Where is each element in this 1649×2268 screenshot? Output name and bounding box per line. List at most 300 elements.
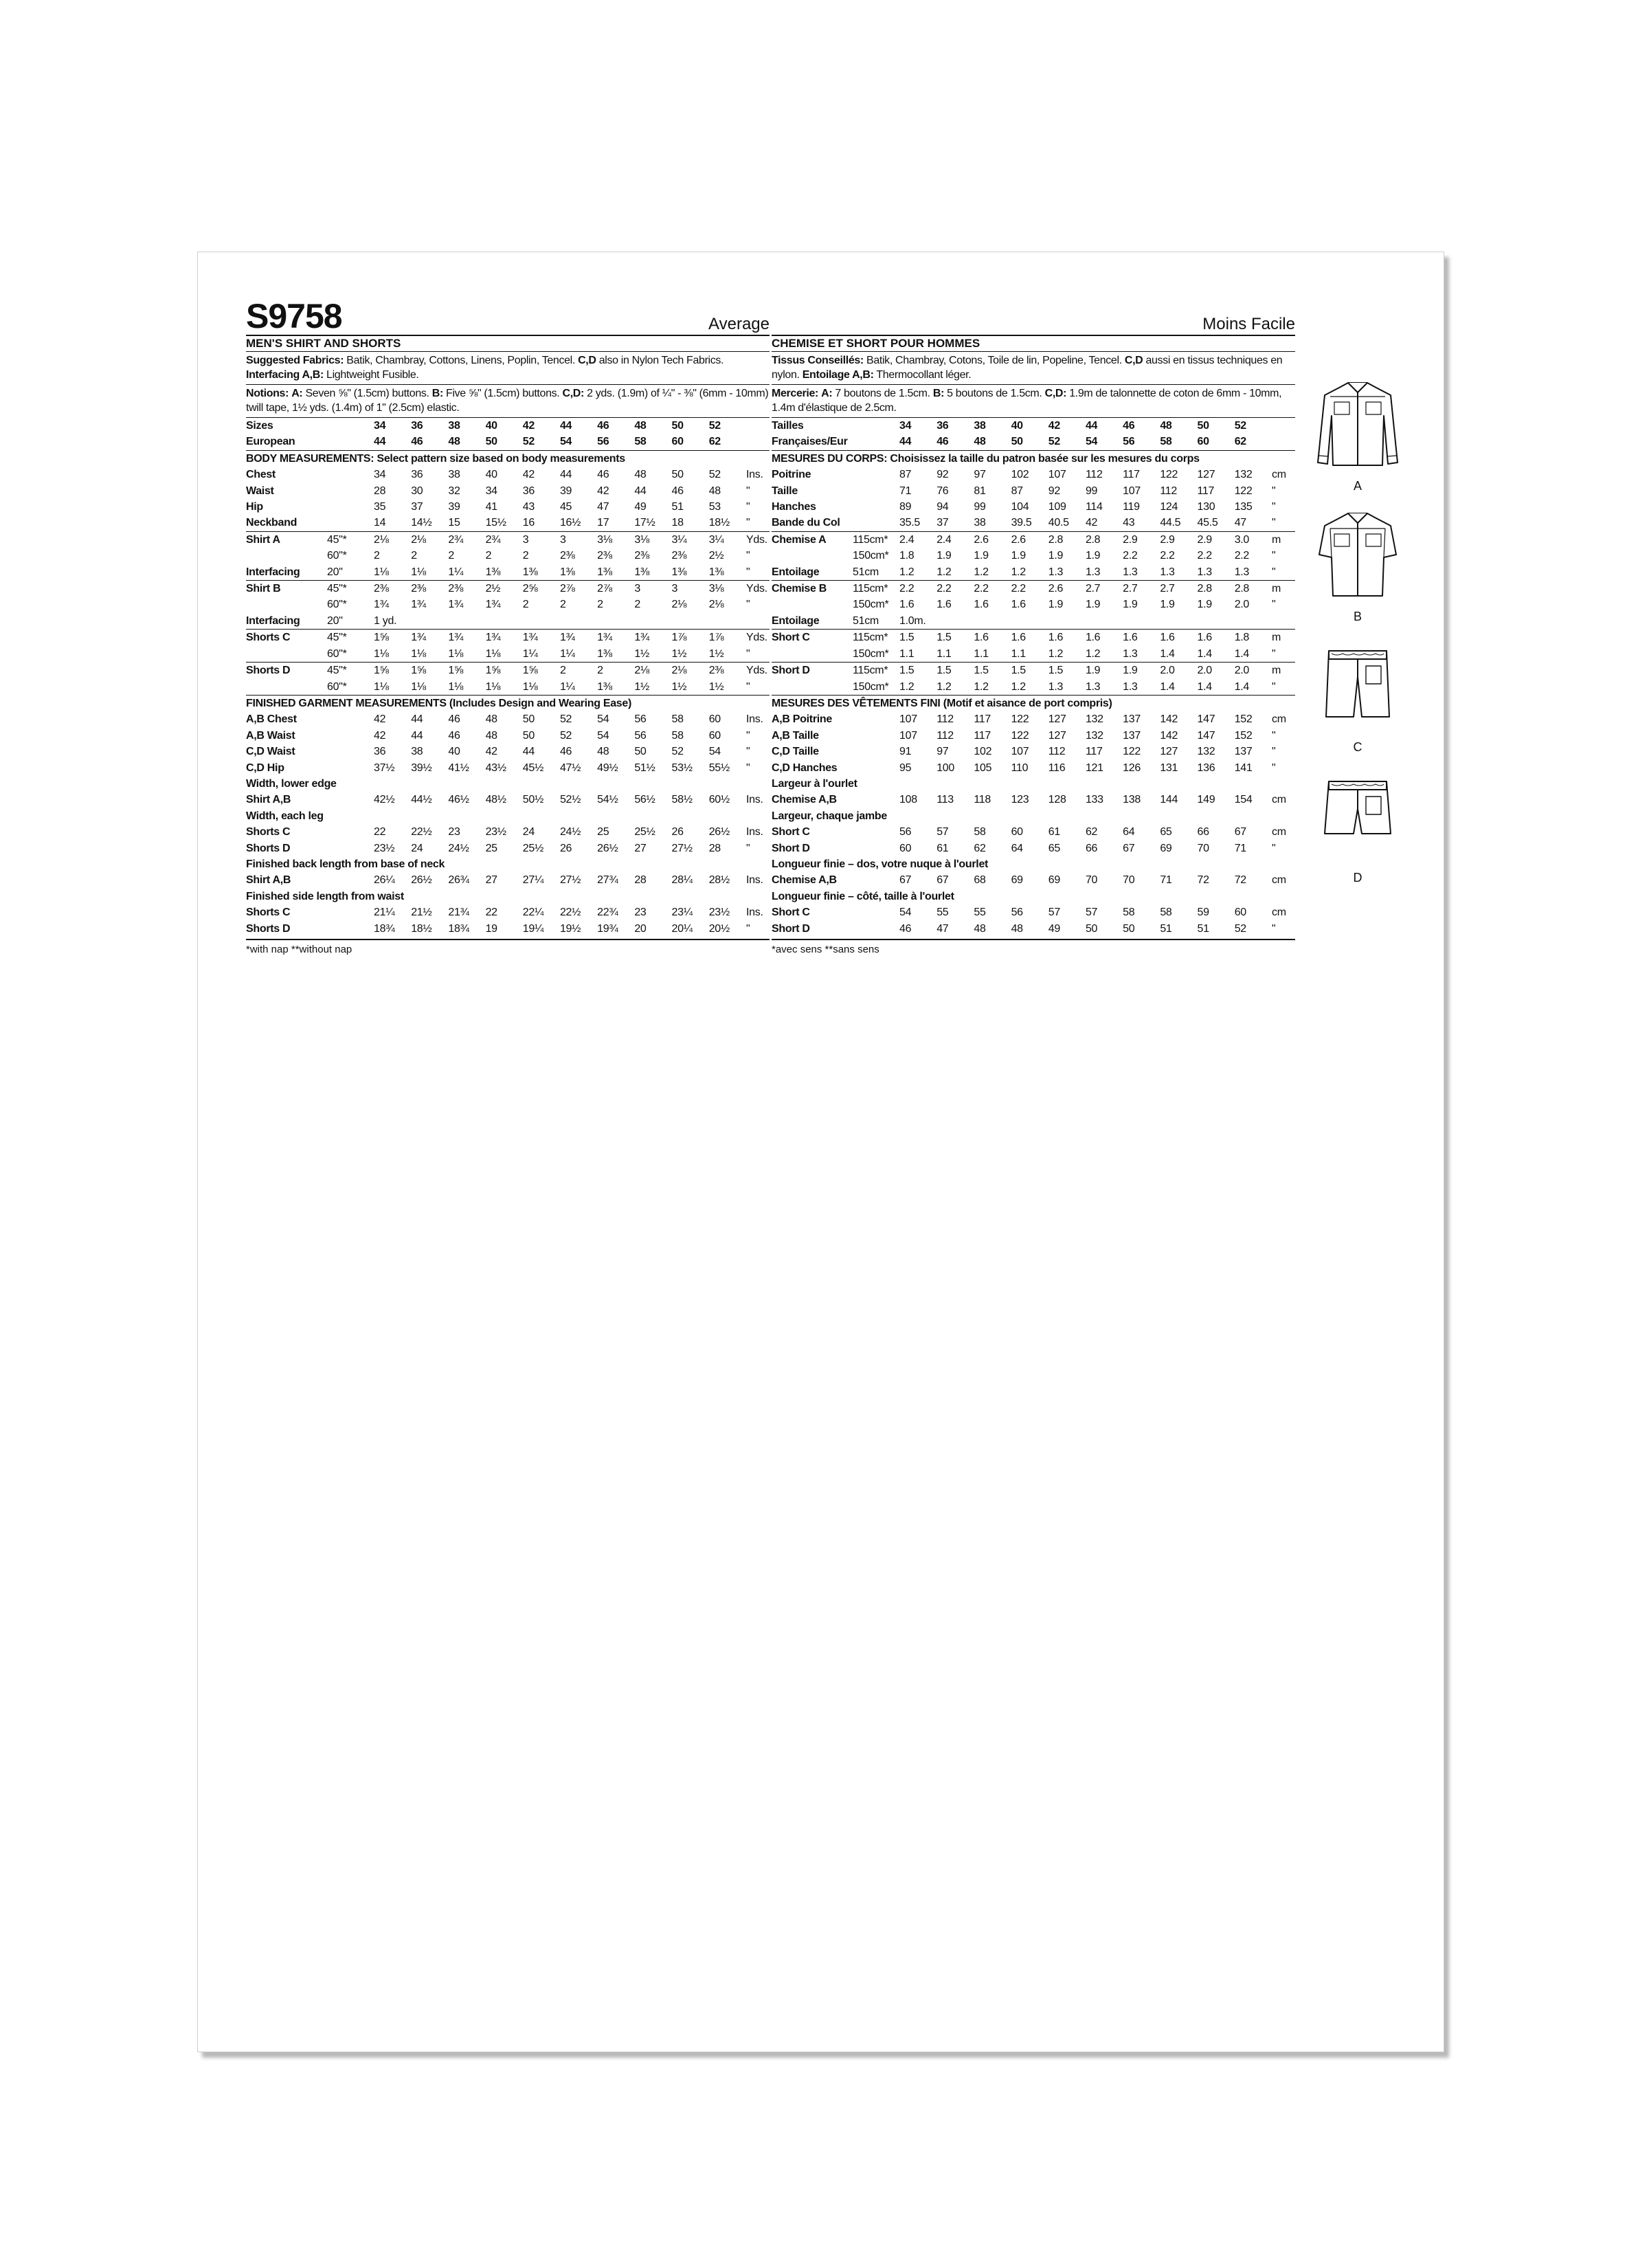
cell-value: 1.1 — [936, 646, 974, 663]
cell-value — [486, 613, 523, 630]
cell-value: 122 — [1160, 469, 1178, 481]
cell-value: 1⅜ — [634, 564, 671, 581]
finished-subsection — [246, 808, 770, 824]
unit: Yds. — [746, 533, 767, 546]
fabric-width — [327, 499, 374, 515]
difficulty-level: Moins Facile — [1202, 315, 1295, 333]
cell-value: 27 — [485, 874, 497, 887]
yardage-row — [246, 663, 770, 679]
fabric-width — [327, 515, 374, 531]
cell-value: 1.6 — [1011, 632, 1026, 644]
cell-value: 26½ — [411, 874, 432, 887]
cell-value: 40 — [485, 420, 497, 432]
cell-value: 51 — [671, 501, 684, 513]
cell-value: 1.9 — [1123, 665, 1138, 677]
cell-value: 48 — [708, 485, 721, 497]
fabric-width — [327, 434, 374, 450]
cell-value: 1.2 — [899, 679, 936, 696]
finished-measurement-row — [772, 872, 1295, 888]
finished-subsection — [772, 856, 1295, 872]
cell-value: 43 — [1123, 515, 1160, 531]
cell-value: 18 — [672, 515, 709, 531]
cell-value: 92 — [936, 469, 949, 481]
cell-value: 144 — [1160, 794, 1178, 806]
fabric-width: 150cm* — [853, 646, 899, 663]
cell-value: 60½ — [708, 794, 730, 806]
cell-value: 36 — [411, 469, 423, 481]
cell-value: 1.2 — [899, 564, 936, 581]
cell-value: 1⅛ — [411, 564, 448, 581]
garment-title: CHEMISE ET SHORT POUR HOMMES — [772, 336, 1295, 352]
cell-value: 1.3 — [1048, 564, 1086, 581]
cell-value: 54½ — [597, 794, 618, 806]
cell-value: 2 — [597, 665, 603, 677]
fabric-width — [853, 904, 899, 920]
cell-value: 1⅞ — [708, 632, 724, 644]
finished-measurement-row — [246, 824, 770, 840]
cell-value: 131 — [1160, 761, 1178, 774]
cell-value: 1 yd. — [374, 613, 411, 630]
cell-value: 60 — [1198, 434, 1235, 450]
cell-value: 15½ — [486, 515, 523, 531]
unit: " — [1272, 564, 1295, 581]
cell-value: 122 — [1011, 729, 1029, 742]
cell-value: 3 — [634, 583, 640, 595]
cell-value: 44.5 — [1160, 515, 1197, 531]
finished-measurement-row — [772, 744, 1295, 759]
finished-measurement-row — [246, 792, 770, 808]
cell-value: 1⅜ — [672, 564, 709, 581]
cell-value: 117 — [1085, 746, 1103, 758]
row-label: C,D Hanches — [772, 761, 838, 774]
cell-value: 27½ — [671, 842, 693, 854]
finished-measurement-row — [772, 921, 1295, 937]
cell-value: 1⅛ — [374, 564, 411, 581]
cell-value: 26 — [671, 826, 684, 838]
cell-value: 19 — [485, 922, 497, 935]
cell-value: 107 — [1048, 469, 1066, 481]
row-label: A,B Chest — [246, 713, 297, 726]
cell-value: 1½ — [709, 679, 746, 696]
cell-value: 45½ — [522, 761, 543, 774]
cell-value: 2⅛ — [708, 599, 724, 611]
cell-value: 1.3 — [1123, 564, 1160, 581]
subsection-label: Largeur, chaque jambe — [772, 810, 887, 822]
unit: " — [746, 746, 750, 758]
cell-value: 38 — [974, 420, 986, 432]
row-label: European — [246, 434, 327, 450]
cell-value: 49 — [1048, 922, 1060, 935]
unit: " — [1272, 761, 1276, 774]
cell-value: 1⅞ — [671, 632, 687, 644]
fabric-width: 150cm* — [853, 599, 889, 611]
row-label: Shirt A — [246, 533, 280, 546]
cell-value: 64 — [1011, 842, 1023, 854]
measurement-table — [246, 418, 770, 937]
cell-value: 2⅞ — [559, 583, 575, 595]
cell-value: 1⅛ — [486, 646, 523, 663]
cell-value: 22 — [485, 907, 497, 919]
cell-value: 1.5 — [899, 632, 915, 644]
cell-value — [1086, 613, 1123, 630]
cell-value: 105 — [974, 761, 992, 774]
fabric-width: 51cm — [853, 564, 899, 581]
cell-value: 1.4 — [1160, 679, 1197, 696]
cell-value: 2⅛ — [411, 533, 426, 546]
cell-value: 42 — [522, 420, 535, 432]
unit: " — [746, 761, 750, 774]
fabric-width — [853, 499, 899, 515]
view-letter: D — [1353, 871, 1362, 885]
cell-value: 1.9 — [936, 550, 952, 562]
fabric-width — [853, 434, 899, 450]
fabric-width — [853, 744, 899, 759]
cell-value: 1¾ — [411, 599, 426, 611]
pattern-sheet — [197, 252, 1444, 2052]
cell-value: 2.8 — [1085, 533, 1101, 546]
cell-value: 124 — [1160, 501, 1178, 513]
cell-value: 37 — [936, 515, 974, 531]
unit: " — [1272, 485, 1276, 497]
subsection-label: Longueur finie – dos, votre nuque à l'ourlet — [772, 858, 989, 870]
fabric-width — [853, 483, 899, 499]
cell-value: 97 — [936, 746, 949, 758]
cell-value: 99 — [974, 501, 986, 513]
cell-value: 147 — [1197, 729, 1215, 742]
finished-measurement-row — [772, 904, 1295, 920]
notions-label: Mercerie: — [772, 388, 818, 399]
fabric-width: 20" — [327, 613, 374, 630]
unit: " — [746, 485, 750, 497]
cell-value: 127 — [1197, 469, 1215, 481]
cell-value: 38 — [411, 746, 423, 758]
cell-value: 89 — [899, 501, 912, 513]
unit — [746, 613, 770, 630]
cell-value: 14 — [374, 515, 411, 531]
cell-value: 108 — [899, 794, 917, 806]
unit — [746, 434, 770, 450]
footnote: *avec sens **sans sens — [772, 939, 1295, 958]
cell-value: 1.9 — [1048, 550, 1064, 562]
row-label: Chemise A,B — [772, 794, 837, 806]
cell-value: 1.1 — [1011, 646, 1048, 663]
fabric-width: 60"* — [327, 646, 374, 663]
cell-value: 48½ — [485, 794, 506, 806]
fabric-width — [853, 418, 899, 434]
cell-value: 1⅝ — [411, 665, 426, 677]
cell-value — [560, 613, 597, 630]
cell-value: 2.2 — [899, 583, 915, 595]
cell-value: 44 — [522, 746, 535, 758]
cell-value: 32 — [448, 485, 460, 497]
row-label: Shorts C — [246, 632, 291, 644]
cell-value: 102 — [974, 746, 992, 758]
difficulty-level: Average — [708, 315, 770, 333]
cell-value: 2 — [485, 550, 492, 562]
cell-value: 1.2 — [1086, 646, 1123, 663]
cell-value: 2¾ — [485, 533, 501, 546]
cell-value: 1⅜ — [597, 564, 634, 581]
cell-value: 19¼ — [522, 922, 543, 935]
cell-value: 34 — [485, 485, 497, 497]
cell-value — [1123, 613, 1160, 630]
cell-value: 28 — [634, 874, 647, 887]
cell-value: 1⅛ — [374, 679, 411, 696]
cell-value: 66 — [1085, 842, 1098, 854]
cell-value: 2.0 — [1160, 665, 1175, 677]
yardage-row — [772, 564, 1295, 581]
row-label: Chemise A — [772, 533, 827, 546]
fabric-width: 60"* — [327, 550, 347, 562]
cell-value: 44½ — [411, 794, 432, 806]
cell-value: 1.8 — [899, 550, 915, 562]
fabric-width: 115cm* — [853, 632, 888, 644]
yardage-row — [246, 613, 770, 630]
cell-value: 91 — [899, 746, 912, 758]
cell-value: 67 — [1234, 826, 1246, 838]
cell-value — [672, 613, 709, 630]
body-measurement-row — [246, 467, 770, 482]
row-label — [772, 597, 853, 612]
interfacing-text: Lightweight Fusible. — [326, 369, 419, 381]
cell-value: 2⅛ — [634, 665, 649, 677]
cell-value: 128 — [1048, 794, 1066, 806]
cell-value: 1.2 — [1048, 646, 1086, 663]
unit: " — [746, 501, 750, 513]
cell-value: 1⅜ — [597, 646, 634, 663]
cell-value: 28½ — [708, 874, 730, 887]
cell-value: 20¼ — [671, 922, 693, 935]
row-label: Hip — [246, 501, 263, 513]
fabric-width — [327, 760, 374, 776]
cell-value: 67 — [899, 874, 912, 887]
cell-value: 46 — [1123, 420, 1135, 432]
cell-value: 1¼ — [448, 564, 485, 581]
cell-value: 132 — [1085, 729, 1103, 742]
unit: Ins. — [746, 907, 763, 919]
fabric-width — [853, 711, 899, 727]
cell-value — [1235, 613, 1272, 630]
cell-value: 46½ — [448, 794, 469, 806]
fabric-width — [853, 467, 899, 482]
cell-value: 48 — [448, 434, 485, 450]
cell-value: 1¾ — [448, 599, 464, 611]
cell-value: 142 — [1160, 729, 1178, 742]
finished-measurements-heading — [772, 695, 1295, 711]
row-label: Short D — [772, 665, 810, 677]
cell-value: 2 — [634, 599, 640, 611]
cell-value: 1.4 — [1160, 646, 1197, 663]
cell-value: 25½ — [634, 826, 655, 838]
yardage-row — [772, 663, 1295, 679]
cell-value: 35 — [374, 501, 386, 513]
cell-value: 1.1 — [974, 646, 1011, 663]
cell-value: 152 — [1234, 713, 1253, 726]
cell-value: 3⅛ — [634, 533, 649, 546]
cell-value: 68 — [974, 874, 986, 887]
cell-value: 36 — [374, 746, 386, 758]
cell-value: 14½ — [411, 515, 448, 531]
subsection-label: Finished back length from base of neck — [246, 858, 445, 870]
yardage-row — [246, 548, 770, 564]
unit: cm — [1272, 826, 1286, 838]
cell-value: 1.6 — [1048, 632, 1064, 644]
fabric-width: 51cm — [853, 613, 899, 630]
cell-value: 122 — [1011, 713, 1029, 726]
cell-value: 107 — [1123, 485, 1141, 497]
unit: " — [746, 729, 750, 742]
cell-value: 34 — [374, 420, 386, 432]
cell-value: 60 — [899, 842, 912, 854]
notions-a-label: A: — [821, 388, 833, 399]
cell-value: 23½ — [374, 842, 395, 854]
notions-cd-label: C,D: — [1044, 388, 1067, 399]
cell-value: 22 — [374, 826, 386, 838]
cell-value: 112 — [1048, 746, 1066, 758]
cell-value: 36 — [522, 485, 535, 497]
row-label — [246, 548, 327, 564]
yardage-row — [246, 679, 770, 696]
cell-value: 2.6 — [1048, 583, 1064, 595]
cell-value: 39 — [559, 485, 572, 497]
cell-value: 2⅜ — [448, 583, 464, 595]
cell-value: 57 — [936, 826, 949, 838]
cell-value: 1.6 — [1197, 632, 1212, 644]
cell-value: 26½ — [597, 842, 618, 854]
body-measurement-row — [772, 467, 1295, 482]
cell-value — [974, 613, 1011, 630]
cell-value: 44 — [559, 469, 572, 481]
fabric-width — [853, 872, 899, 888]
cell-value: 64 — [1123, 826, 1135, 838]
unit: " — [1272, 729, 1276, 742]
row-label: Interfacing — [246, 564, 327, 581]
yardage-row — [246, 531, 770, 548]
row-label: Shirt A,B — [246, 874, 291, 887]
cell-value: 107 — [899, 729, 917, 742]
cell-value: 38 — [448, 469, 460, 481]
cell-value: 58 — [1123, 907, 1135, 919]
subsection-label: Largeur à l'ourlet — [772, 777, 857, 790]
cell-value: 46 — [671, 485, 684, 497]
row-label: Chemise A,B — [772, 874, 837, 887]
cell-value: 23¼ — [671, 907, 693, 919]
unit — [1272, 613, 1295, 630]
french-header — [772, 298, 1295, 335]
finished-measurement-row — [246, 728, 770, 744]
cell-value: 116 — [1048, 761, 1066, 774]
row-label: Hanches — [772, 501, 816, 513]
cell-value: 154 — [1234, 794, 1253, 806]
cell-value: 1.6 — [974, 599, 989, 611]
cell-value: 152 — [1234, 729, 1253, 742]
cell-value: 1.4 — [1198, 646, 1235, 663]
cell-value: 27 — [634, 842, 647, 854]
cell-value: 40 — [448, 746, 460, 758]
cell-value: 2.7 — [1085, 583, 1101, 595]
fabric-width: 115cm* — [853, 533, 888, 546]
unit: " — [1272, 550, 1276, 562]
cell-value: 1⅛ — [411, 679, 448, 696]
cell-value: 2.2 — [1234, 550, 1250, 562]
cell-value: 22¼ — [522, 907, 543, 919]
cell-value: 49½ — [597, 761, 618, 774]
cell-value: 62 — [709, 434, 746, 450]
cell-value: 22½ — [559, 907, 581, 919]
cell-value: 135 — [1234, 501, 1253, 513]
cell-value: 149 — [1197, 794, 1215, 806]
cell-value: 27¾ — [597, 874, 618, 887]
cell-value: 26 — [559, 842, 572, 854]
cell-value: 87 — [899, 469, 912, 481]
yardage-row — [772, 548, 1295, 564]
fabric-width: 150cm* — [853, 550, 889, 562]
cell-value: 1⅛ — [448, 646, 485, 663]
cell-value: 1¾ — [634, 632, 649, 644]
cell-value: 2.0 — [1197, 665, 1212, 677]
cell-value: 1.9 — [1048, 599, 1064, 611]
french-column — [772, 298, 1295, 958]
cell-value: 26¼ — [374, 874, 395, 887]
cell-value: 1.6 — [1123, 632, 1138, 644]
cell-value: 119 — [1123, 501, 1140, 513]
cell-value: 27¼ — [522, 874, 543, 887]
cell-value: 2 — [597, 599, 603, 611]
cell-value: 107 — [1011, 746, 1029, 758]
notions-a-text: 7 boutons de 1.5cm. — [835, 388, 930, 399]
cell-value: 35.5 — [899, 515, 936, 531]
notions-cd-text: 2 yds. (1.9m) of ¼" - ⅜" (6mm - 10mm) twill tape, 1½ yds. (1.4m) of 1" (2.5cm) elastic. — [246, 388, 769, 414]
cell-value: 41½ — [448, 761, 469, 774]
european-sizes-row — [772, 434, 1295, 450]
cell-value: 1.6 — [936, 599, 952, 611]
fabric-width: 20" — [327, 564, 374, 581]
cell-value: 100 — [936, 761, 954, 774]
fabric-width: 115cm* — [853, 583, 888, 595]
notions-label: Notions: — [246, 388, 289, 399]
row-label — [246, 597, 327, 612]
cell-value: 28 — [374, 485, 386, 497]
cell-value: 1½ — [672, 646, 709, 663]
cell-value: 56 — [1011, 907, 1023, 919]
row-label: Neckband — [246, 515, 327, 531]
cell-value: 47 — [1235, 515, 1272, 531]
row-label: A,B Taille — [772, 729, 819, 742]
cell-value: 92 — [1048, 485, 1060, 497]
cell-value: 24 — [411, 842, 423, 854]
cell-value: 1.5 — [936, 632, 952, 644]
cell-value: 2⅝ — [522, 583, 538, 595]
cell-value: 50 — [522, 729, 535, 742]
cell-value: 112 — [1085, 469, 1103, 481]
cell-value: 137 — [1123, 713, 1141, 726]
cell-value: 44 — [899, 434, 936, 450]
cell-value: 46 — [597, 469, 609, 481]
cell-value: 1.3 — [1235, 564, 1272, 581]
cell-value: 18¾ — [448, 922, 469, 935]
long-sleeve-shirt-icon — [1303, 375, 1413, 478]
cell-value: 62 — [1235, 434, 1272, 450]
cell-value: 2.2 — [974, 583, 989, 595]
yardage-row — [772, 646, 1295, 663]
yardage-row — [246, 597, 770, 612]
cell-value: 46 — [899, 922, 912, 935]
section-heading: BODY MEASUREMENTS: Select pattern size based on body measurements — [246, 452, 625, 465]
view-letter: A — [1353, 479, 1362, 493]
cell-value: 72 — [1234, 874, 1246, 887]
cell-value: 71 — [1160, 874, 1172, 887]
cell-value: 2⅜ — [708, 665, 724, 677]
